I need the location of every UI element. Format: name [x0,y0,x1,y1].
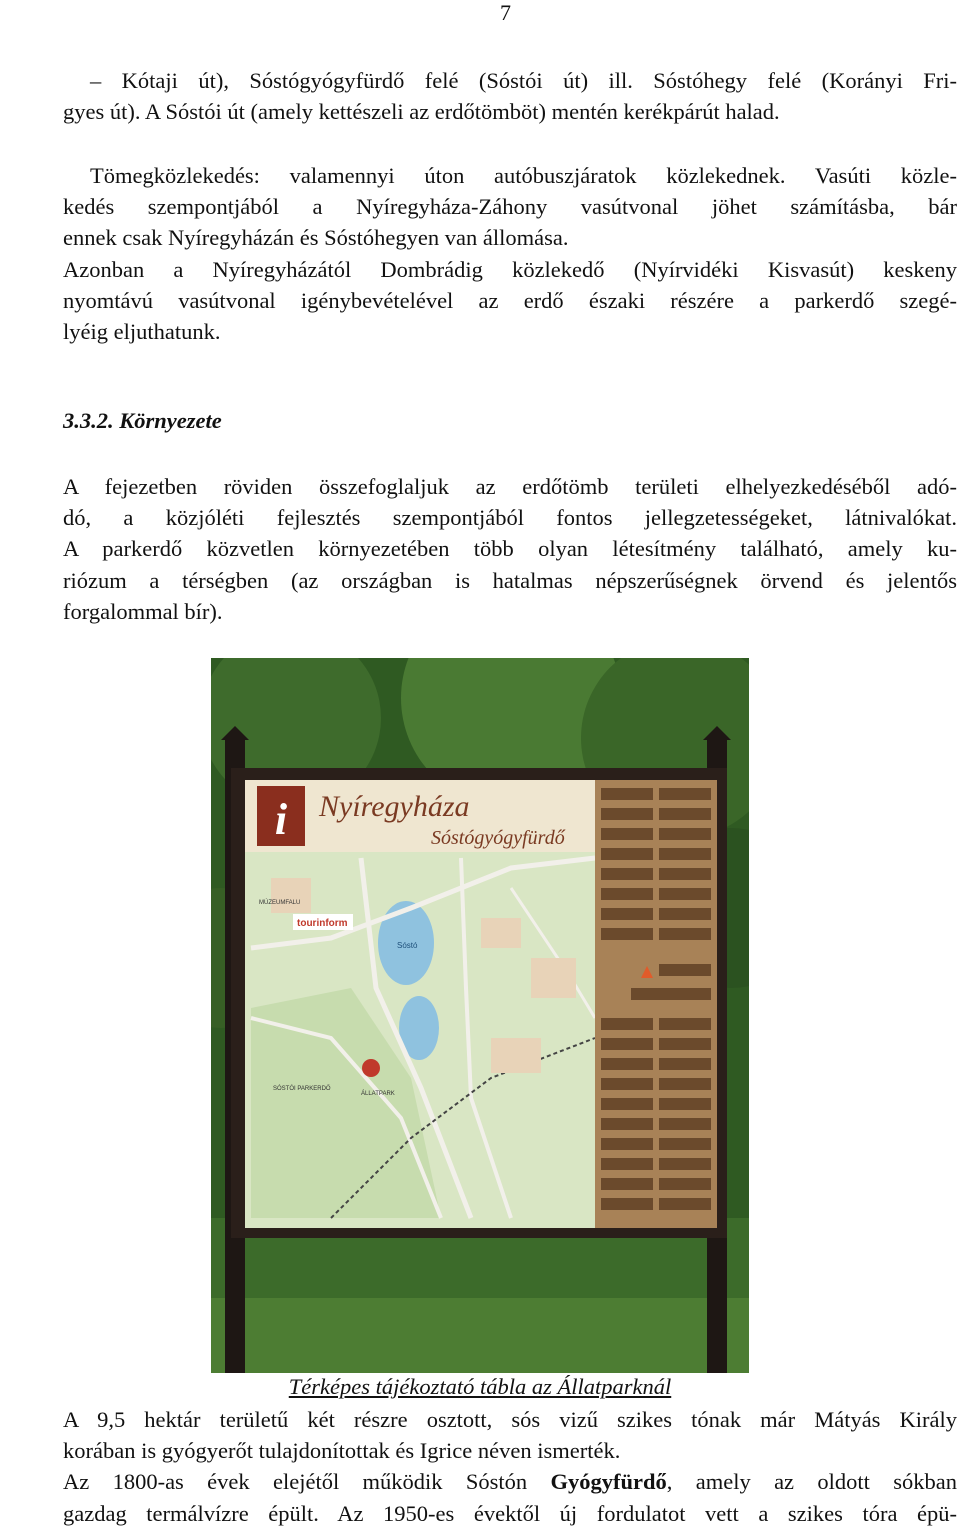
text-line: gazdag termálvízre épült. Az 1950-es évektől új fordulatot vett a szikes tóra épü- [63,1500,957,1526]
legend-entry [659,1198,711,1210]
legend-entry [659,868,711,880]
paragraph-transport-roads [63,65,957,127]
text-line: – Kótaji út), Sóstógyógyfürdő felé (Sóstói út) ill. Sóstóhegy felé (Korányi Fri- [90,68,957,93]
map-label-sosto: Sóstó [397,941,418,950]
legend-entry [659,808,711,820]
text-line: Tömegközlekedés: valamennyi úton autóbuszjáratok közlekednek. Vasúti közle- [90,163,957,188]
legend-entry [601,828,653,840]
legend-entry [659,828,711,840]
text-line: ennek csak Nyíregyházán és Sóstóhegyen van állomása. [63,225,569,251]
paragraph-environment [63,471,957,627]
legend-entry [601,1098,653,1110]
legend-entry [601,848,653,860]
text-line: Azonban a Nyíregyházától Dombrádig közlekedő (Nyírvidéki Kisvasút) keskeny [63,256,957,282]
legend-entry [601,1198,653,1210]
figure-caption: Térképes tájékoztató tábla az Állatparknál [288,1374,672,1399]
section-heading: 3.3.2. Környezete [63,408,222,433]
legend-entry [601,1078,653,1090]
map-label-parkerdo: SÓSTÓI PARKERDŐ [273,1086,331,1092]
legend-entry [601,808,653,820]
map-label-tourinform: tourinform [297,918,348,929]
sign-title: Nyíregyháza [319,790,470,823]
bold-term-gyogyfurdo: Gyógyfürdő [550,1469,667,1495]
legend-entry [601,788,653,800]
map-block [271,878,311,913]
text-line: riózum a térségben (az országban is hatalmas népszerűségnek örvend és jelentős [63,567,957,593]
legend-entry [659,1178,711,1190]
text-line: lyéig eljuthatunk. [63,319,221,345]
legend-entry [601,1058,653,1070]
legend-entry [631,988,711,1000]
legend-entry [659,1078,711,1090]
legend-entry [659,1138,711,1150]
legend-entry [659,1158,711,1170]
legend-entry [601,908,653,920]
legend-entry [659,1098,711,1110]
legend-entry [601,1038,653,1050]
map-block [531,958,576,998]
legend-entry [601,868,653,880]
legend-entry [601,1178,653,1190]
text-line: A 9,5 hektár területű két részre osztott, sós vizű szikes tónak már Mátyás Király [63,1407,957,1432]
legend-entry [659,888,711,900]
legend-entry [659,1058,711,1070]
legend-entry [601,1138,653,1150]
text-run: , amely az oldott sókban [666,1469,957,1495]
photo-grass-light [211,1298,749,1373]
text-line-with-bold [63,1466,957,1497]
info-logo-letter: i [274,795,288,844]
legend-entry [601,888,653,900]
legend-entry [601,1118,653,1130]
text-line: kedés szempontjából a Nyíregyháza-Záhony vasútvonal jöhet számításba, bár [63,194,957,220]
map-marker-allatpark [362,1059,380,1077]
map-label-allatpark: ÁLLATPARK [361,1091,395,1097]
legend-entry [659,1118,711,1130]
legend-entry [601,928,653,940]
legend-entry [659,964,711,976]
text-line: A fejezetben röviden összefoglaljuk az erdőtömb területi elhelyezkedéséből adó- [63,474,957,499]
text-run: Az 1800-as évek elejétől működik Sóstón [63,1469,551,1495]
paragraph-public-transport [63,160,957,347]
legend-entry [659,908,711,920]
map-label-muzeumfalu: MÚZEUMFALU [259,900,301,906]
page-number: 7 [500,0,511,25]
legend-entry [659,788,711,800]
map-sign-photo [211,658,749,1373]
map-block [481,918,521,948]
legend-entry [659,928,711,940]
legend-entry [659,848,711,860]
text-line: korában is gyógyerőt tulajdonítottak és Igrice néven ismerték. [63,1438,621,1464]
text-line: forgalommal bír). [63,598,223,624]
text-line: gyes út). A Sóstói út (amely kettészeli az erdőtömböt) mentén kerékpárút halad. [63,99,780,125]
map-block [491,1038,541,1073]
legend-entry [601,1018,653,1030]
legend-entry [601,1158,653,1170]
legend-entry [659,1018,711,1030]
text-line: nyomtávú vasútvonal igénybevételével az erdő északi részére a parkerdő szegé- [63,287,957,313]
text-line: dó, a közjóléti fejlesztés szempontjából fontos jellegzetességeket, látnivalókat. [63,505,957,531]
legend-entry [659,1038,711,1050]
sign-subtitle: Sóstógyógyfürdő [431,827,565,849]
text-line: A parkerdő közvetlen környezetében több olyan létesítmény található, amely ku- [63,536,957,562]
paragraph-sosto-lake [63,1404,957,1529]
